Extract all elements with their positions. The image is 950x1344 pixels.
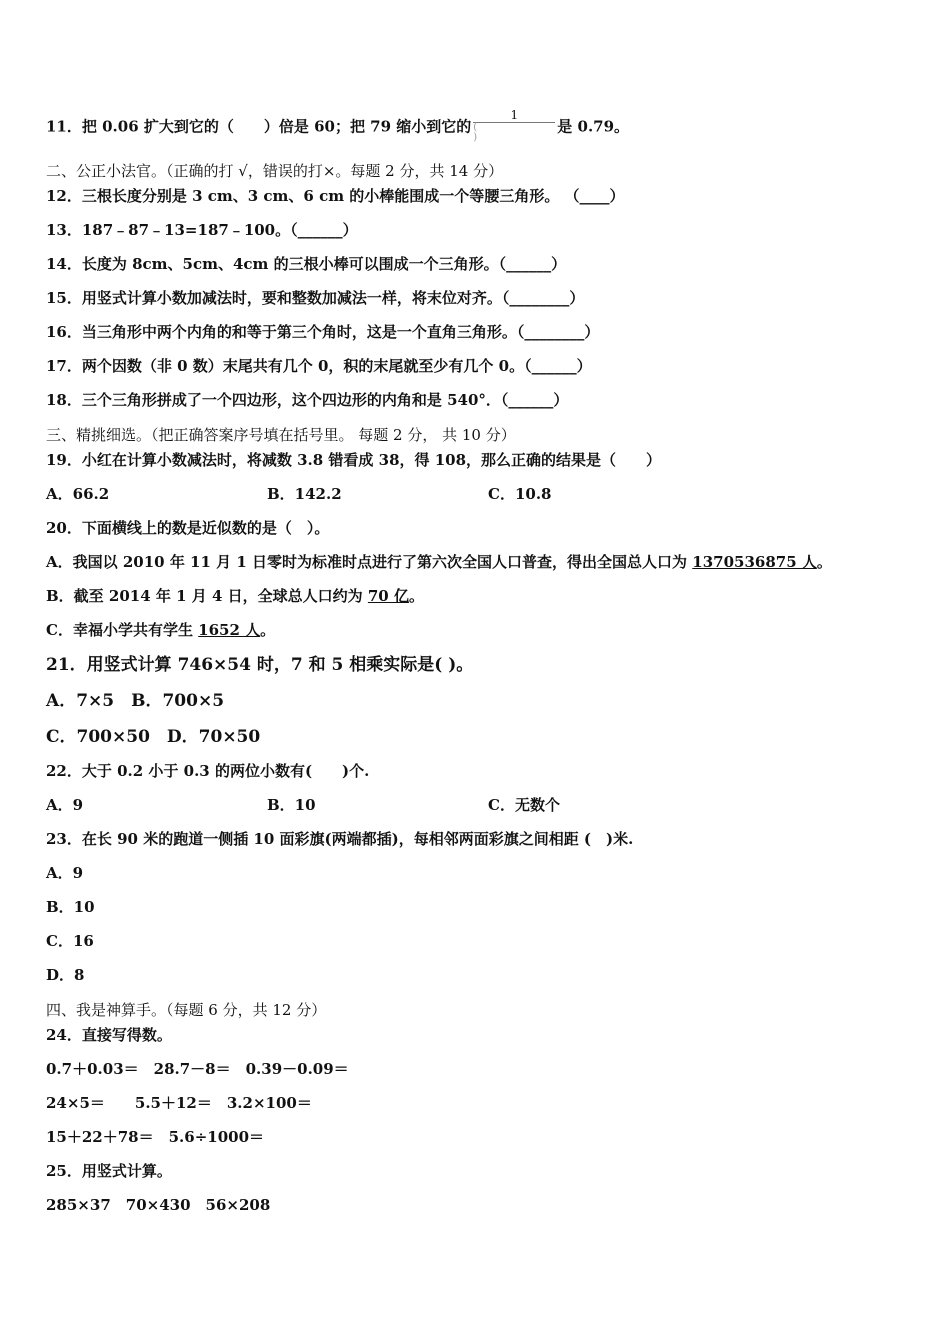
question-12: 12．三根长度分别是 3 cm、3 cm、6 cm 的小棒能围成一个等腰三角形。 （____） [46,187,625,205]
question-21-options-cd: C．700×50 D．70×50 [46,727,261,747]
question-23-option-d: D．8 [46,966,85,984]
option-c: C．无数个 [488,796,560,814]
section-4-title: 四、我是神算手。（每题 6 分，共 12 分） [46,1001,327,1019]
underlined-number: 70 亿 [367,587,409,605]
question-24-stem: 24．直接写得数。 [46,1026,172,1044]
question-11 [46,108,630,143]
question-23-option-b: B．10 [46,898,95,916]
question-23-option-c: C．16 [46,932,94,950]
question-14: 14．长度为 8cm、5cm、4cm 的三根小棒可以围成一个三角形。（______） [46,255,567,273]
question-21-options-ab: A．7×5 B．700×5 [46,691,225,711]
q11-text-after: 是 0.79。 [557,117,630,136]
fraction [473,108,555,143]
option-c: C．10.8 [488,485,552,503]
question-20-option-b: B．截至 2014 年 1 月 4 日，全球总人口约为 70 亿。 [46,587,424,605]
question-24-row-2: 24×5＝ 5.5＋12＝ 3.2×100＝ [46,1094,312,1112]
question-25-row-1: 285×37 70×430 56×208 [46,1196,271,1214]
fraction-denominator-blank: ( ) [473,122,555,135]
option-b: B．142.2 [267,485,342,503]
question-24-row-1: 0.7＋0.03＝ 28.7－8＝ 0.39－0.09＝ [46,1060,349,1078]
question-23-option-a: A．9 [46,864,84,882]
question-21-stem: 21．用竖式计算 746×54 时，7 和 5 相乘实际是( )。 [46,655,474,675]
question-19-options [46,484,551,504]
question-20-option-a: A．我国以 2010 年 11 月 1 日零时为标准时点进行了第六次全国人口普查，得出全国总人口为 1370536875 人。 [46,553,832,571]
question-22-options [46,795,560,815]
question-17: 17．两个因数（非 0 数）末尾共有几个 0，积的末尾就至少有几个 0。（______） [46,357,592,375]
section-3-title: 三、精挑细选。（把正确答案序号填在括号里。 每题 2 分， 共 10 分） [46,426,516,444]
option-a: A．66.2 [46,485,110,503]
question-19-stem: 19．小红在计算小数减法时，将减数 3.8 错看成 38，得 108，那么正确的结果是（ ） [46,451,662,469]
option-b: B．10 [267,796,316,814]
question-23-stem: 23．在长 90 米的跑道一侧插 10 面彩旗(两端都插)，每相邻两面彩旗之间相距 ( )米. [46,830,634,848]
question-15: 15．用竖式计算小数加减法时，要和整数加减法一样，将末位对齐。（________） [46,289,585,307]
underlined-number: 1652 人 [198,621,261,639]
q11-text-before: 11．把 0.06 扩大到它的（ ）倍是 60；把 79 缩小到它的 [46,117,472,136]
option-a: A．9 [46,796,84,814]
fraction-numerator: 1 [510,108,519,122]
section-2-title: 二、公正小法官。（正确的打 √，错误的打×。每题 2 分，共 14 分） [46,162,504,180]
question-25-stem: 25．用竖式计算。 [46,1162,172,1180]
question-22-stem: 22．大于 0.2 小于 0.3 的两位小数有( )个. [46,762,370,780]
underlined-number: 1370536875 人 [692,553,817,571]
question-20-stem: 20．下面横线上的数是近似数的是（ ）。 [46,519,330,537]
question-13: 13．187﹣87﹣13=187﹣100。（______） [46,221,358,239]
question-20-option-c: C．幸福小学共有学生 1652 人。 [46,621,276,639]
question-16: 16．当三角形中两个内角的和等于第三个角时，这是一个直角三角形。（________） [46,323,600,341]
question-18: 18．三个三角形拼成了一个四边形，这个四边形的内角和是 540°．（______） [46,391,569,409]
question-24-row-3: 15＋22＋78＝ 5.6÷1000＝ [46,1128,265,1146]
